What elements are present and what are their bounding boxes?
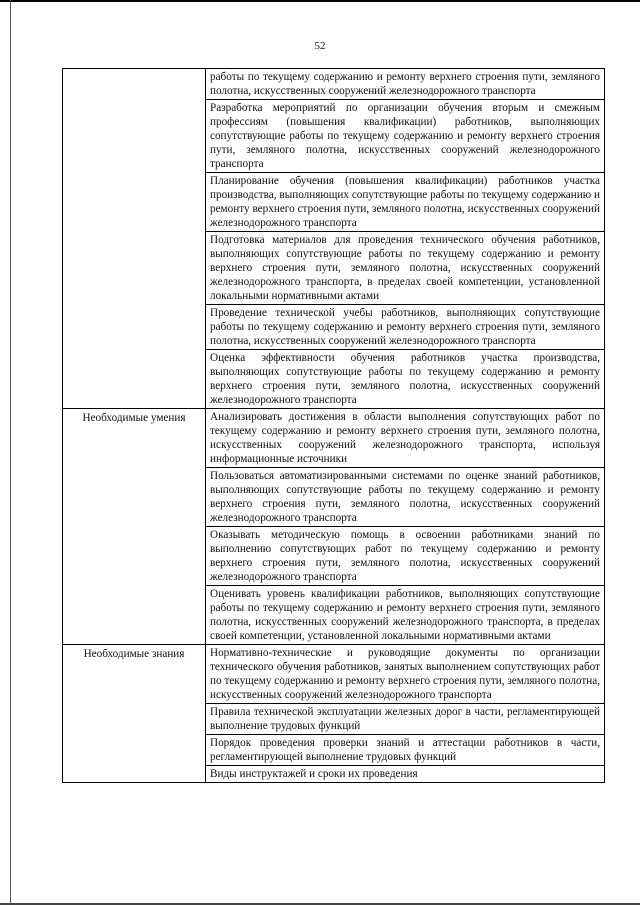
row-text: Нормативно-технические и руководящие документы по организации технического обучения работников, занятых выполнением сопутствующих работ по текущему содержанию и ремонту верхнего строения пути, земляного полотна, искусственных сооружений железнодорожного транспорта [206,645,605,704]
row-text: Пользоваться автоматизированными системами по оценке знаний работников, выполняющих сопутствующие работы по текущему содержанию и ремонту верхнего строения пути, земляного полотна, искусственных сооружений железнодорожного транспорта [206,468,605,527]
row-text: Анализировать достижения в области выполнения сопутствующих работ по текущему содержанию и ремонту верхнего строения пути, земляного полотна, искусственных сооружений железнодорожного транспорта, используя информационные источники [206,409,605,468]
row-text: Подготовка материалов для проведения технического обучения работников, выполняющих сопутствующие работы по текущему содержанию и ремонту верхнего строения пути, земляного полотна, искусственных сооружений железнодорожного транспорта, в пределах своей компетенции, установленной локальными нормативными актами [206,232,605,305]
knowledge-label: Необходимые знания [63,645,206,783]
requirements-table [62,68,605,783]
row-text: Разработка мероприятий по организации обучения вторым и смежным профессиям (повышения квалификации) работников, выполняющих сопутствующие работы по текущему содержанию и ремонту верхнего строения пути, земляного полотна, искусственных сооружений железнодорожного транспорта [206,100,605,173]
row-text: Правила технической эксплуатации железных дорог в части, регламентирующей выполнение трудовых функций [206,704,605,735]
scan-edge-top [0,0,640,2]
table-row [63,645,605,704]
table-row [63,409,605,468]
row-text: Оказывать методическую помощь в освоении работниками знаний по выполнению сопутствующих работ по текущему содержанию и ремонту верхнего строения пути, земляного полотна, искусственных сооружений железнодорожного транспорта [206,527,605,586]
row-text: Порядок проведения проверки знаний и аттестации работников в части, регламентирующей выполнение трудовых функций [206,735,605,766]
row-text: Проведение технической учебы работников, выполняющих сопутствующие работы по текущему содержанию и ремонту верхнего строения пути, земляного полотна, искусственных сооружений железнодорожного транспорта [206,305,605,350]
page-number: 52 [314,40,326,52]
row-text: Оценка эффективности обучения работников участка производства, выполняющих сопутствующие работы по текущему содержанию и ремонту верхнего строения пути, земляного полотна, искусственных сооружений железнодорожного транспорта [206,350,605,409]
row-text: работы по текущему содержанию и ремонту верхнего строения пути, земляного полотна, искусственных сооружений железнодорожного транспорта [206,69,605,100]
row-text: Оценивать уровень квалификации работников, выполняющих сопутствующие работы по текущему содержанию и ремонту верхнего строения пути, земляного полотна, искусственных сооружений железнодорожного транспорта, в пределах своей компетенции, установленной локальными нормативными актами [206,586,605,645]
row-text: Планирование обучения (повышения квалификации) работников участка производства, выполняющих сопутствующие работы по текущему содержанию и ремонту верхнего строения пути, земляного полотна, искусственных сооружений железнодорожного транспорта [206,173,605,232]
skills-label: Необходимые умения [63,409,206,645]
table-row [63,69,605,100]
row-label [63,69,206,409]
row-text: Виды инструктажей и сроки их проведения [206,766,605,783]
scan-edge-left [10,0,11,905]
